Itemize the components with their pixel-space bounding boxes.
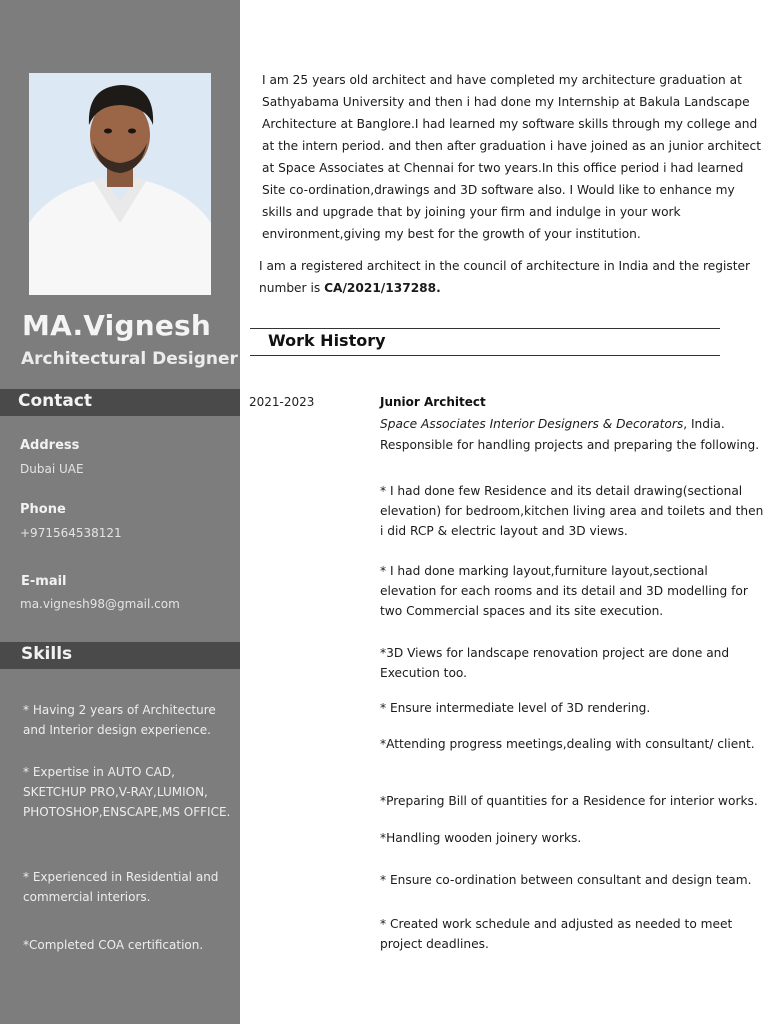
company-name: Space Associates Interior Designers & Decorators [380,417,684,431]
divider-bottom [250,355,720,356]
phone-label: Phone [20,502,66,517]
duty-item: * I had done few Residence and its detail drawing(sectional elevation) for bedroom,kitchen living area and toilets and then i did RCP & electric layout and 3D views. [380,484,764,538]
duty-item: *Handling wooden joinery works. [380,831,582,845]
person-name: MA.Vignesh [22,309,212,342]
duty-item: * Ensure intermediate level of 3D rendering. [380,701,651,715]
company-location: , India. [683,417,725,431]
skill-item: * Experienced in Residential and commercial interiors. [23,870,219,904]
registration-number: CA/2021/137288. [324,281,441,295]
email-label: E-mail [21,574,67,589]
sidebar [0,0,240,1024]
contact-section-header [0,389,240,416]
duty-item: *3D Views for landscape renovation project are done and Execution too. [380,646,730,680]
skill-item: * Having 2 years of Architecture and Interior design experience. [23,703,216,737]
summary-paragraph: I am 25 years old architect and have completed my architecture graduation at Sathyabama University and then i had done my Internship at Bakula Landscape Architecture at Banglore.I had learned my software skills through my college and at the intern period. and then after graduation i have joined as an junior architect at Space Associates at Chennai for two years.In this office period i had learned Site co-ordination,drawings and 3D software also. I Would like to enhance my skills and upgrade that by joining your firm and indulge in your work environment,giving my best for the growth of your institution. [262,73,762,241]
duty-item: * Created work schedule and adjusted as needed to meet project deadlines. [380,917,733,951]
job-intro: Responsible for handling projects and preparing the following. [380,438,760,452]
duty-item: *Attending progress meetings,dealing with consultant/ client. [380,737,755,751]
job-title: Junior Architect [380,395,486,409]
contact-heading: Contact [18,391,93,411]
address-label: Address [20,438,80,453]
registration-text: I am a registered architect in the council of architecture in India and the register number is [259,259,751,295]
skills-section-header [0,642,240,669]
job-years: 2021-2023 [249,395,315,409]
skill-item: *Completed COA certification. [23,938,204,952]
work-history-heading: Work History [268,331,386,350]
duty-item: * I had done marking layout,furniture layout,sectional elevation for each rooms and its detail and 3D modelling for two Commercial spaces and its site execution. [380,564,748,618]
registration-paragraph [259,255,764,299]
phone-value: +971564538121 [20,526,122,540]
skills-heading: Skills [21,644,73,664]
profile-photo [29,73,211,295]
skill-item: * Expertise in AUTO CAD, SKETCHUP PRO,V-RAY,LUMION, PHOTOSHOP,ENSCAPE,MS OFFICE. [23,765,231,819]
address-value: Dubai UAE [20,462,84,476]
duty-item: * Ensure co-ordination between consultant and design team. [380,873,752,887]
job-company [380,414,764,456]
person-portrait-icon [29,73,211,295]
email-value: ma.vignesh98@gmail.com [20,597,180,611]
divider-top [250,328,720,329]
person-role: Architectural Designer [21,349,238,369]
duty-item: *Preparing Bill of quantities for a Residence for interior works. [380,794,758,808]
